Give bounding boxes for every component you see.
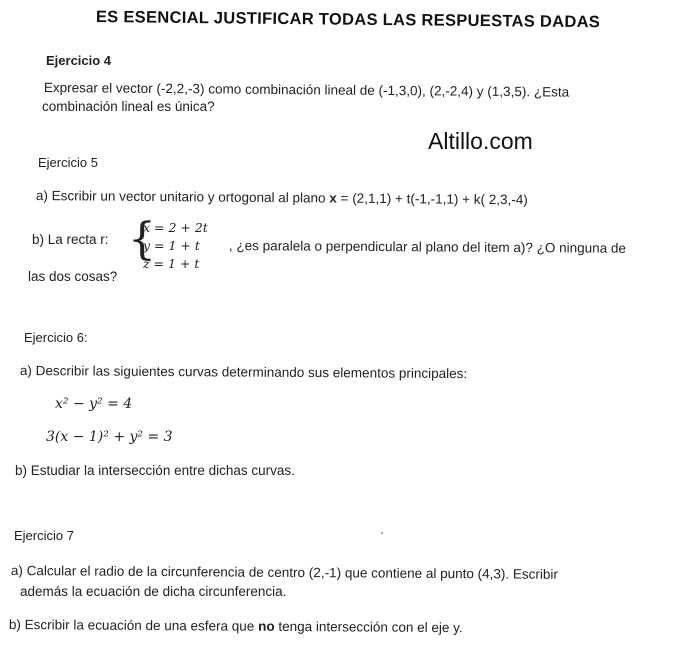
- exercise-6a-text: a) Describir las siguientes curvas determinando sus elementos principales:: [19, 363, 468, 382]
- exercise-5a-text: [36, 188, 528, 207]
- exercise-7a-line-1: a) Calcular el radio de la circunferencia de centro (2,-1) que contiene al punto (4,3). Escribir: [10, 563, 559, 582]
- exercise-7b-suffix: tenga intersección con el eje y.: [274, 618, 463, 636]
- exercise-5b-text: , ¿es paralela o perpendicular al plano del item a)? ¿O ninguna de: [228, 238, 626, 256]
- exercise-4-line-1: Expresar el vector (-2,2,-3) como combinación lineal de (-1,3,0), (2,-2,4) y (1,3,5). ¿Esta: [43, 80, 570, 100]
- exercise-5a-bold-x: x: [329, 190, 337, 206]
- exercise-7a-line-2: además la ecuación de dicha circunferencia.: [20, 584, 287, 599]
- line-equation-2: y = 1 + t: [143, 238, 200, 253]
- watermark-text: Altillo.com: [428, 128, 533, 154]
- exercise-5-header: Ejercicio 5: [38, 155, 98, 170]
- page-title: ES ESENCIAL JUSTIFICAR TODAS LAS RESPUESTAS DADAS: [95, 8, 601, 32]
- system-brace: {: [128, 214, 156, 265]
- exercise-5a-prefix: a) Escribir un vector unitario y ortogonal al plano: [35, 188, 330, 206]
- exercise-7b-text: [9, 617, 463, 635]
- exercise-5b-prefix: b) La recta r:: [32, 232, 109, 247]
- exercise-6-header: Ejercicio 6:: [24, 330, 88, 345]
- exercise-7b-bold-no: no: [258, 618, 275, 634]
- exercise-4-header: Ejercicio 4: [46, 53, 112, 68]
- curve-equation-2: 3(x − 1)² + y² = 3: [46, 429, 173, 445]
- exercise-5a-suffix: = (2,1,1) + t(-1,-1,1) + k( 2,3,-4): [336, 190, 528, 208]
- scan-speck: ': [381, 531, 383, 542]
- exercise-7b-prefix: b) Escribir la ecuación de una esfera que: [8, 617, 259, 634]
- exercise-4-line-2: combinación lineal es única?: [42, 99, 215, 114]
- line-equation-1: x = 2 + 2t: [143, 220, 208, 235]
- exercise-7-header: Ejercicio 7: [14, 528, 74, 543]
- exercise-5b-line-2: las dos cosas?: [28, 269, 118, 284]
- curve-equation-1: x² − y² = 4: [55, 396, 133, 412]
- exercise-6b-text: b) Estudiar la intersección entre dichas curvas.: [15, 463, 295, 478]
- line-equation-3: z = 1 + t: [143, 256, 200, 271]
